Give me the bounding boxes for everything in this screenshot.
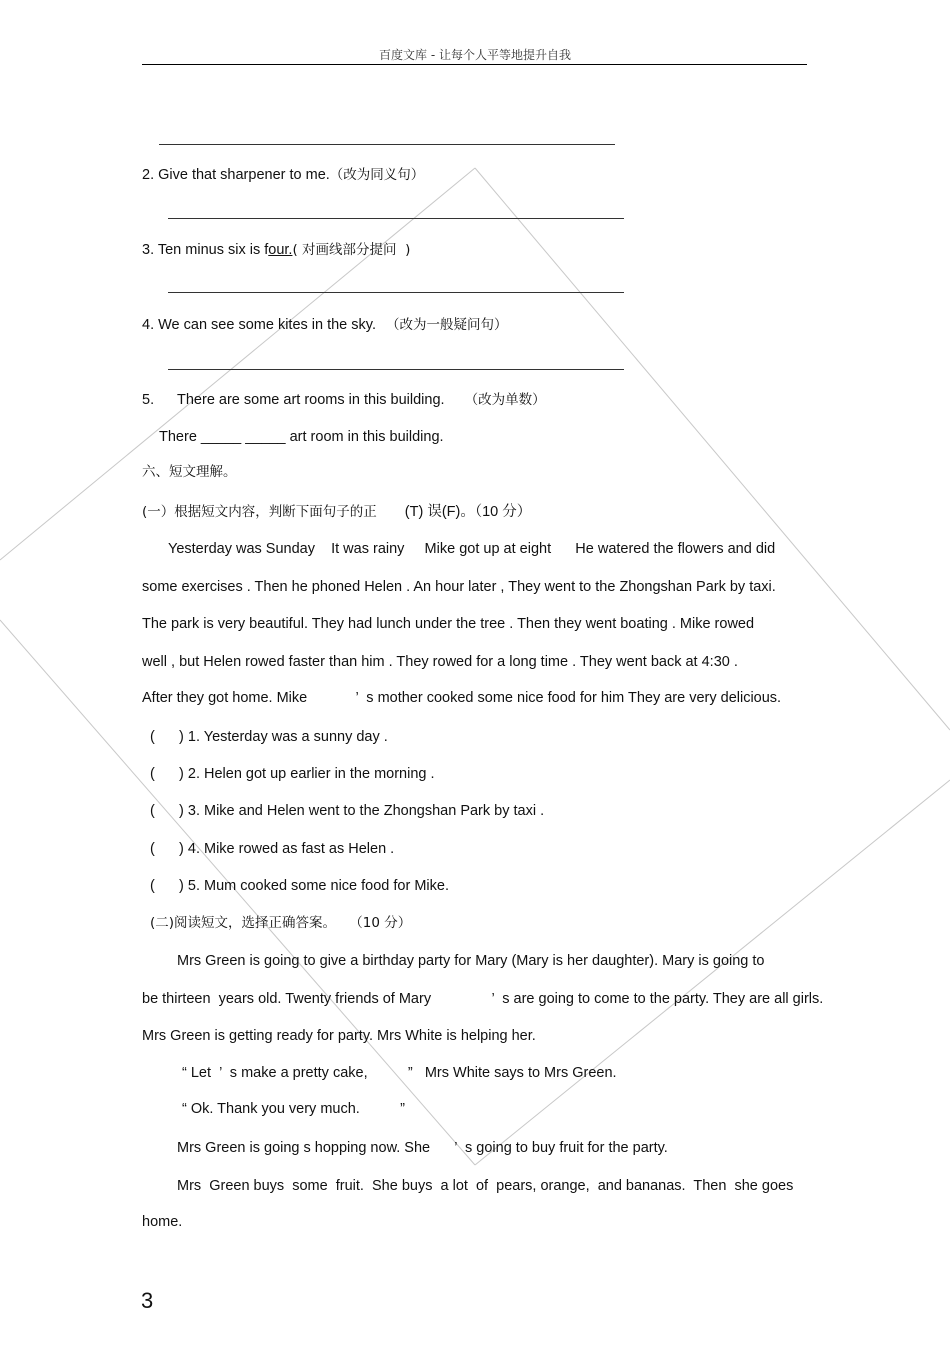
- question-5: There are some art rooms in this building. （改为单数）: [177, 392, 546, 408]
- section-6-title: 六、短文理解。: [142, 464, 237, 480]
- question-2: 2. Give that sharpener to me.（改为同义句）: [142, 167, 425, 183]
- page-header-title: 百度文库 - 让每个人平等地提升自我: [379, 48, 571, 62]
- answer-blank[interactable]: ( ): [150, 841, 184, 857]
- judge-question-1: ( ) 1. Yesterday was a sunny day .: [150, 729, 388, 745]
- answer-line-q1: [159, 144, 615, 145]
- judge-question-3: ( ) 3. Mike and Helen went to the Zhongshan Park by taxi .: [150, 803, 545, 819]
- passage-1-line: Yesterday was Sunday It was rainy Mike got up at eight He watered the flowers and did: [168, 541, 776, 557]
- part-1-instruction: (一）根据短文内容，判断下面句子的正 (T) 误(F)。（10 分）: [142, 504, 532, 520]
- question-5-answer: There _____ _____ art room in this building.: [159, 429, 444, 445]
- passage-2-line: Mrs Green is going s hopping now. She ’ s going to buy fruit for the party.: [177, 1140, 668, 1156]
- judge-question-4: ( ) 4. Mike rowed as fast as Helen .: [150, 841, 395, 857]
- question-5-number: 5.: [142, 392, 155, 408]
- answer-blank[interactable]: ( ): [150, 878, 184, 894]
- part-2-instruction: (二)阅读短文，选择正确答案。 （10 分）: [150, 915, 412, 931]
- passage-1-line: After they got home. Mike ’ s mother cooked some nice food for him They are very delicious.: [142, 690, 782, 706]
- judge-question-2: ( ) 2. Helen got up earlier in the morning .: [150, 766, 435, 782]
- underlined-answer: our.: [268, 242, 293, 258]
- header-rule: [142, 64, 807, 65]
- question-4: 4. We can see some kites in the sky. （改为一般疑问句）: [142, 317, 508, 333]
- answer-blank[interactable]: ( ): [150, 766, 184, 782]
- judge-question-5: ( ) 5. Mum cooked some nice food for Mike.: [150, 878, 449, 894]
- question-3: 3. Ten minus six is four.( 对画线部分提问 ): [142, 242, 411, 258]
- answer-line-q4: [168, 369, 624, 370]
- passage-1-line: some exercises . Then he phoned Helen . An hour later , They went to the Zhongshan Park by taxi.: [142, 579, 776, 595]
- answer-blank[interactable]: ( ): [150, 803, 184, 819]
- passage-1-line: well , but Helen rowed faster than him . They rowed for a long time . They went back at 4:30 .: [142, 654, 738, 670]
- passage-2-line: Mrs Green buys some fruit. She buys a lot of pears, orange, and bananas. Then she goes: [177, 1178, 794, 1194]
- answer-line-q3: [168, 292, 624, 293]
- answer-line-q2: [168, 218, 624, 219]
- passage-2-line: Mrs Green is going to give a birthday party for Mary (Mary is her daughter). Mary is going to: [177, 953, 765, 969]
- passage-2-line: be thirteen years old. Twenty friends of Mary ’ s are going to come to the party. They are all girls.: [142, 991, 824, 1007]
- passage-2-line: Mrs Green is getting ready for party. Mrs White is helping her.: [142, 1028, 536, 1044]
- passage-2-line: “ Let ’ s make a pretty cake, ” Mrs White says to Mrs Green.: [182, 1065, 617, 1081]
- passage-1-line: The park is very beautiful. They had lunch under the tree . Then they went boating . Mike rowed: [142, 616, 755, 632]
- answer-blank[interactable]: ( ): [150, 729, 184, 745]
- passage-2-line: home.: [142, 1214, 183, 1230]
- page-number: 3: [141, 1288, 154, 1313]
- passage-2-line: “ Ok. Thank you very much. ”: [182, 1101, 405, 1117]
